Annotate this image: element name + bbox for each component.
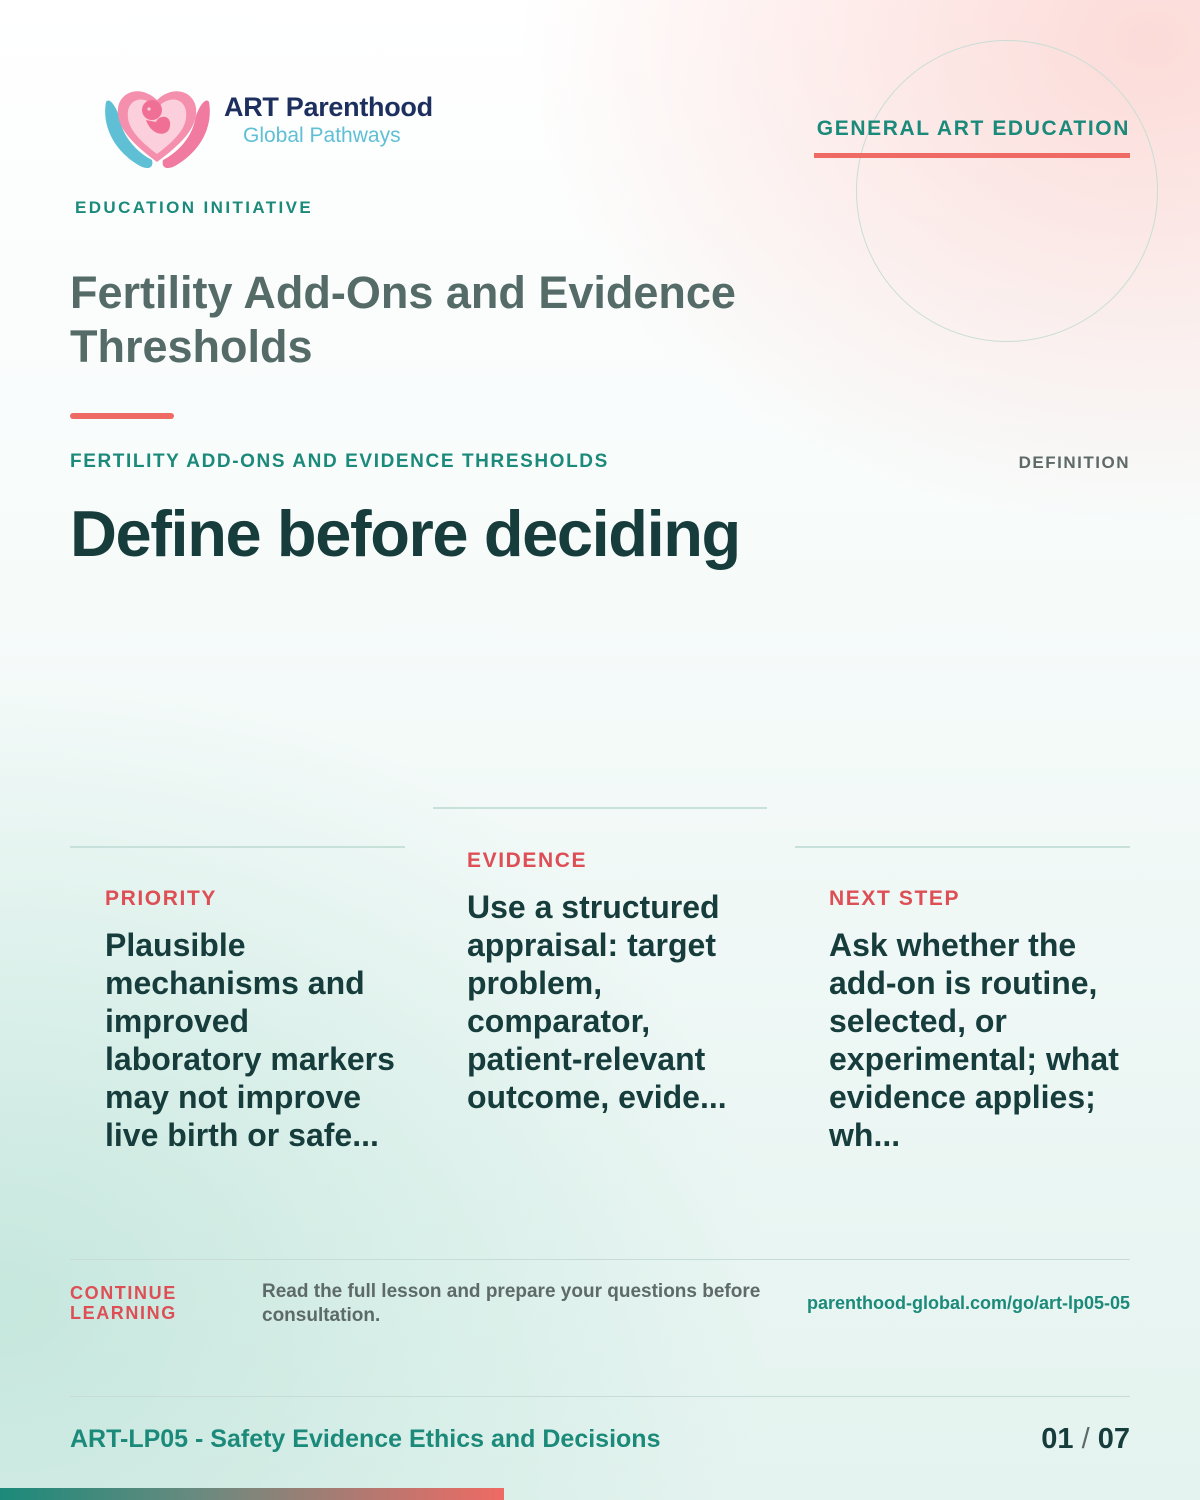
progress-bar bbox=[0, 1488, 504, 1500]
section-headline: Define before deciding bbox=[70, 497, 740, 570]
card-text-evidence: Use a structured appraisal: target problem, comparator, patient-relevant outcome, evide... bbox=[467, 889, 727, 1115]
category-underline bbox=[814, 153, 1130, 158]
brand-logo-icon bbox=[100, 74, 215, 174]
initiative-label: EDUCATION INITIATIVE bbox=[75, 198, 314, 217]
card-text-priority: Plausible mechanisms and improved laboratory markers may not improve live birth or safe... bbox=[105, 927, 395, 1153]
category-label: GENERAL ART EDUCATION bbox=[816, 117, 1130, 140]
page-total: 07 bbox=[1097, 1423, 1130, 1455]
card-divider bbox=[795, 846, 1130, 848]
page-separator: / bbox=[1081, 1423, 1090, 1455]
footer-divider bbox=[70, 1396, 1130, 1397]
cta-label: CONTINUE LEARNING bbox=[70, 1283, 177, 1323]
card-divider bbox=[433, 807, 767, 809]
cta-top-divider bbox=[70, 1259, 1130, 1260]
page-current: 01 bbox=[1041, 1423, 1074, 1455]
section-kicker: FERTILITY ADD-ONS AND EVIDENCE THRESHOLDS bbox=[70, 451, 609, 472]
title-accent-bar bbox=[70, 413, 174, 419]
brand-name: ART Parenthood bbox=[224, 92, 433, 122]
section-type-label: DEFINITION bbox=[1018, 453, 1130, 472]
course-title: ART-LP05 - Safety Evidence Ethics and Decisions bbox=[70, 1425, 661, 1453]
card-label-evidence: EVIDENCE bbox=[467, 849, 588, 872]
cta-text: Read the full lesson and prepare your questions before consultation. bbox=[262, 1281, 761, 1326]
card-divider bbox=[70, 846, 405, 848]
brand-tagline: Global Pathways bbox=[243, 124, 401, 147]
decorative-circle bbox=[856, 40, 1158, 342]
card-text-next-step: Ask whether the add-on is routine, selected, or experimental; what evidence applies; wh... bbox=[829, 927, 1119, 1153]
card-label-priority: PRIORITY bbox=[105, 887, 217, 910]
page-title: Fertility Add-Ons and Evidence Thresholds bbox=[70, 267, 736, 372]
page-indicator bbox=[1000, 1423, 1130, 1456]
lesson-link[interactable]: parenthood-global.com/go/art-lp05-05 bbox=[806, 1293, 1130, 1313]
card-label-next-step: NEXT STEP bbox=[829, 887, 961, 910]
